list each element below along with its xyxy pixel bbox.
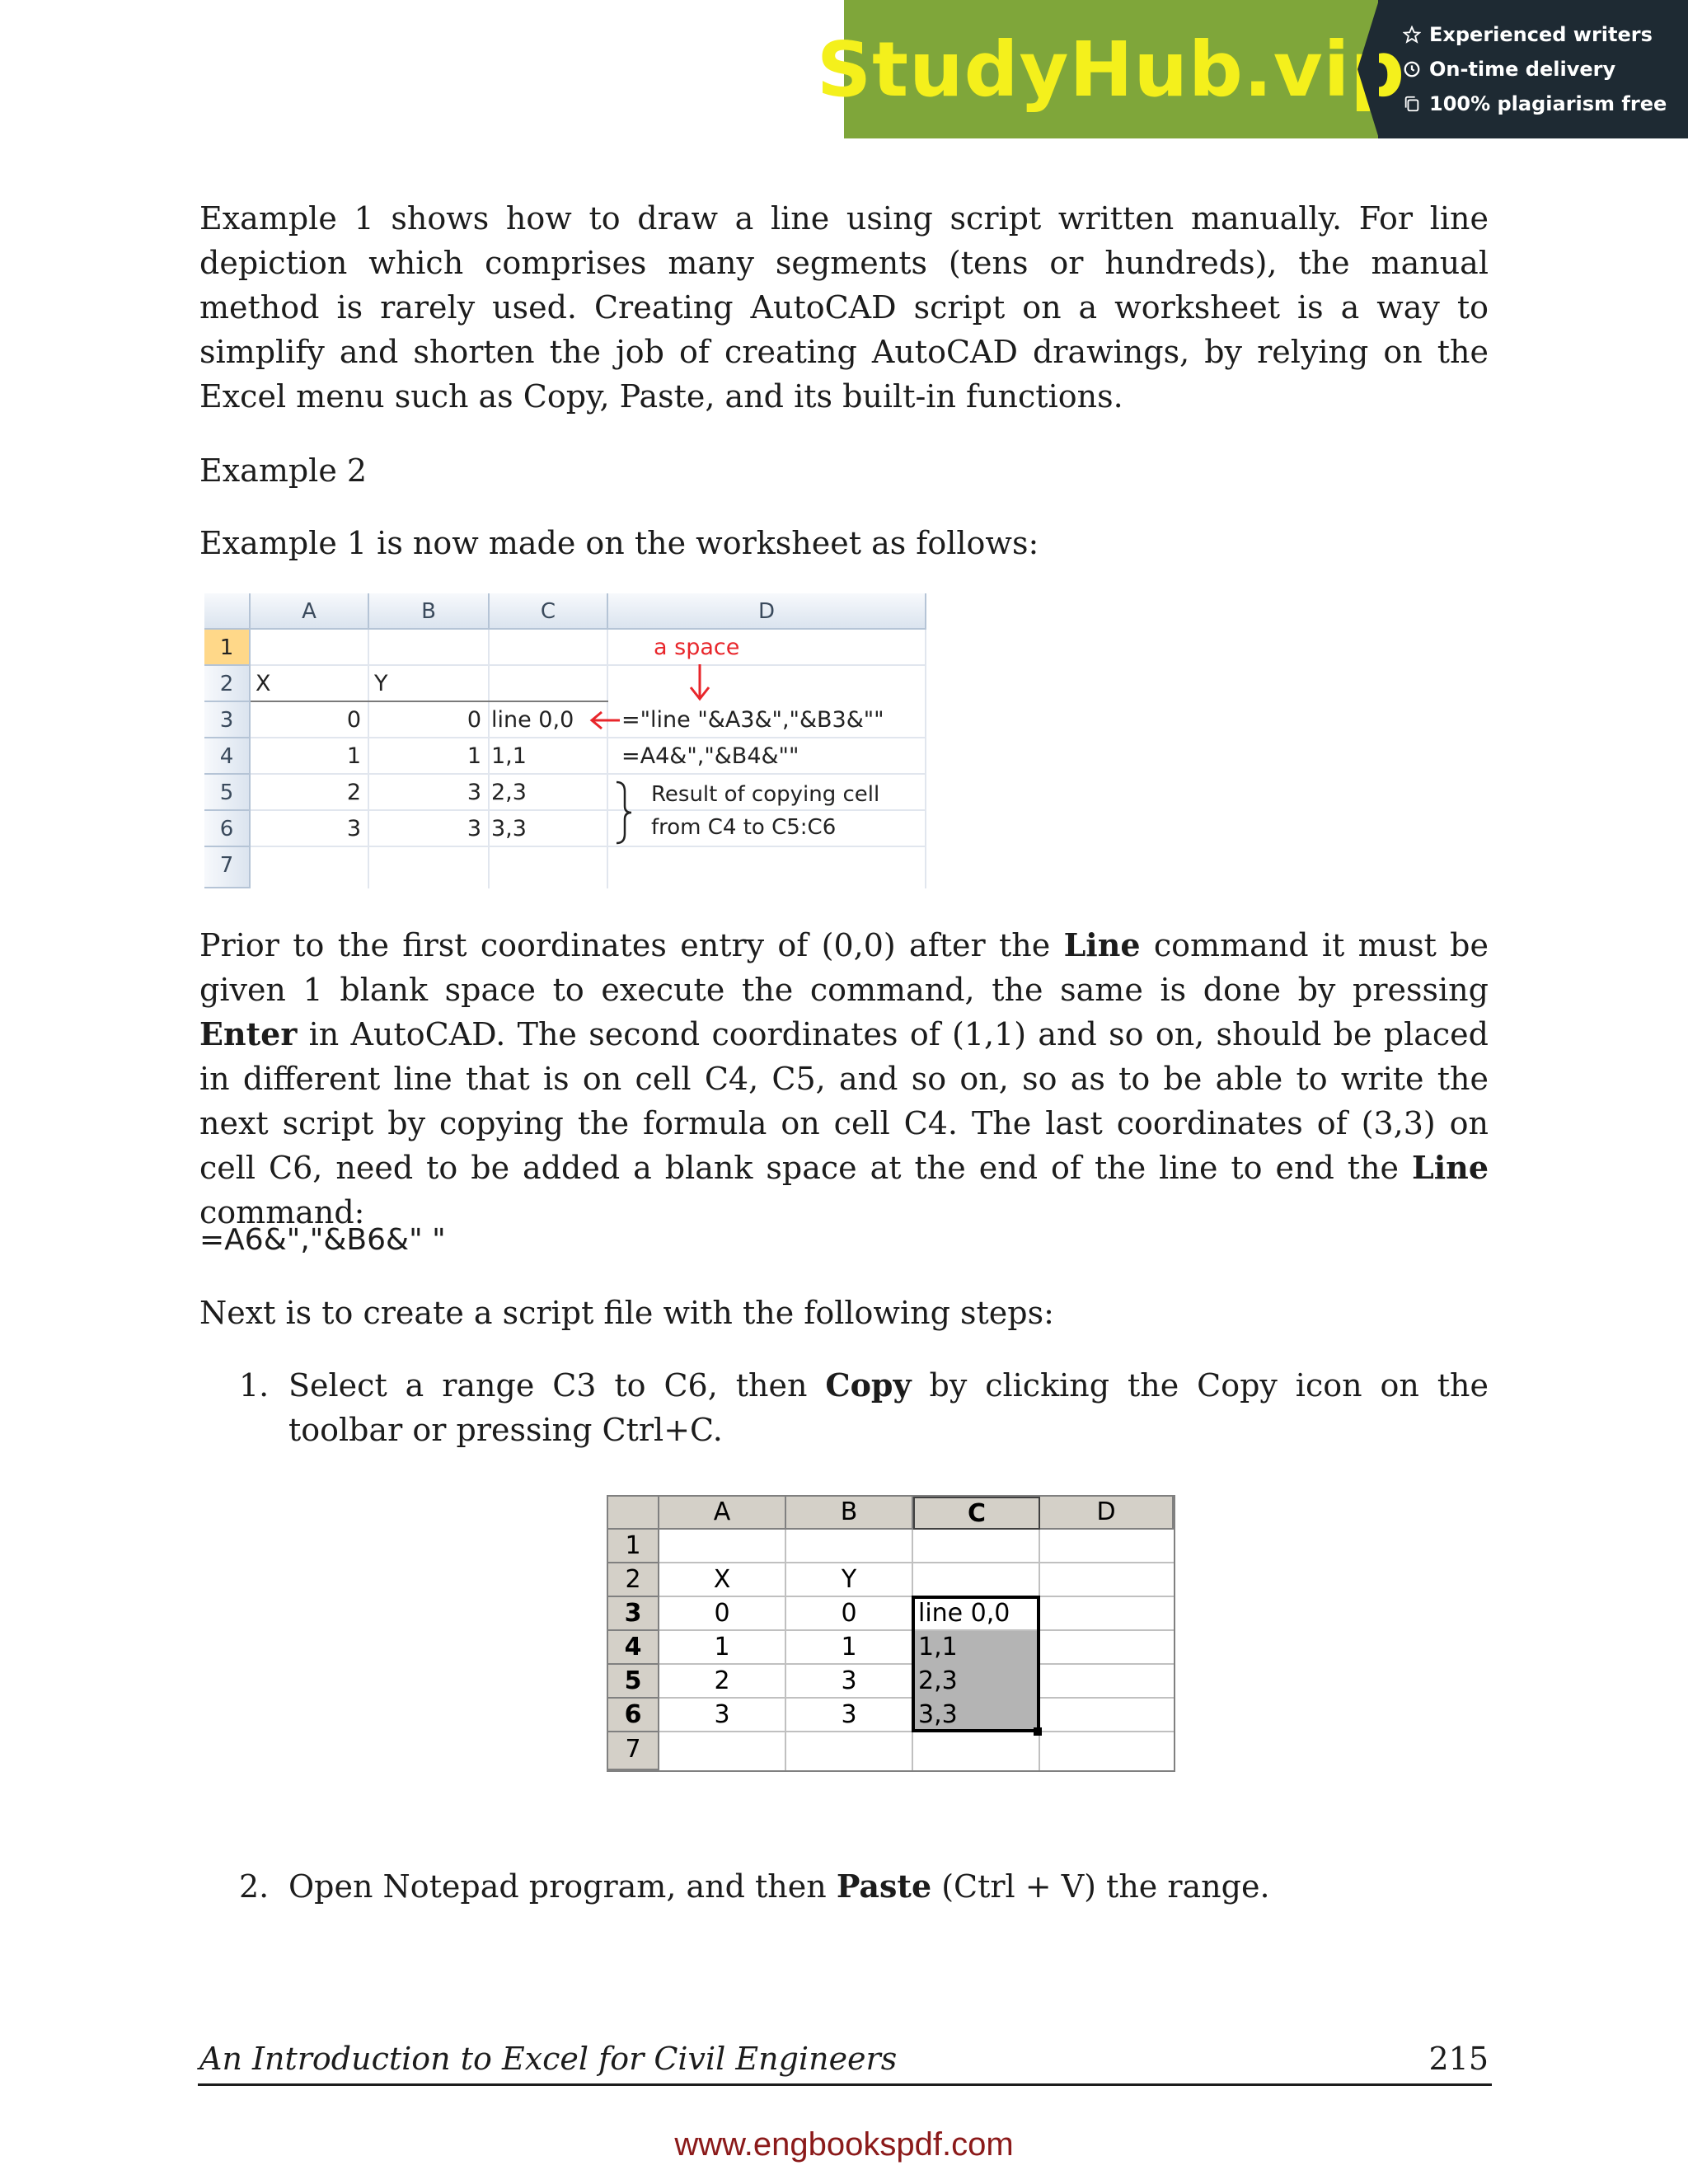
brace-icon: [613, 780, 638, 846]
cell-a4: 1: [346, 743, 361, 769]
cell-c5: 2,3: [918, 1666, 958, 1695]
banner-feature-label: Experienced writers: [1429, 23, 1653, 46]
cell-c5: 2,3: [491, 780, 527, 805]
column-header-a: A: [659, 1497, 786, 1530]
banner-logo: [816, 0, 1406, 138]
cell-a6: 3: [346, 816, 361, 841]
row-header-2: 2: [204, 666, 251, 702]
banner-divider: [1357, 0, 1379, 138]
cell-c4: 1,1: [491, 743, 527, 769]
row-header-6: 6: [608, 1699, 659, 1732]
banner-feature-label: 100% plagiarism free: [1429, 92, 1667, 115]
step-number: 2.: [239, 1868, 270, 1905]
keyword-paste: Paste: [836, 1868, 932, 1905]
cell-c4: 1,1: [918, 1633, 958, 1661]
step-text: [288, 1864, 1489, 1909]
select-all-corner: [204, 593, 251, 630]
fill-handle[interactable]: [1034, 1727, 1042, 1736]
cell-c3: line 0,0: [491, 707, 574, 733]
clock-icon: [1403, 60, 1421, 78]
banner-feature-label: On-time delivery: [1429, 58, 1616, 81]
text-run: Prior to the first coordinates entry of (0,0) after the: [199, 927, 1064, 963]
keyword-line: Line: [1063, 926, 1141, 963]
gridline: [251, 664, 926, 666]
step-number: 1.: [239, 1367, 270, 1404]
worksheet-screenshot-2: [607, 1495, 1175, 1772]
text-run: by clicking the Copy icon on the toolbar or pressing Ctrl+C.: [288, 1367, 1489, 1448]
steps-lead: Next is to create a script file with the following steps:: [199, 1295, 1054, 1331]
copy-check-icon: [1403, 95, 1421, 113]
step-1: [239, 1363, 1489, 1452]
text-run: in AutoCAD. The second coordinates of (1,1) and so on, should be placed in different line that is on cell C4, C5, and so on, so as to be able to write the next script by copying the formula on cell C4. The last coordinates of (3,3) on cell C6, need to be added a blank space at the end of the line to end the: [199, 1016, 1489, 1186]
down-arrow-icon: [687, 663, 712, 704]
cell-b3: 0: [467, 707, 481, 733]
cell-a6: 3: [714, 1700, 730, 1729]
explanation-paragraph: [199, 923, 1489, 1235]
row-header-7: 7: [608, 1732, 659, 1770]
row-header-3: 3: [608, 1597, 659, 1631]
example-heading: Example 2: [199, 452, 368, 489]
step-text: [288, 1363, 1489, 1452]
cell-b5: 3: [467, 780, 481, 805]
column-header-b: B: [786, 1497, 913, 1530]
row-header-4: 4: [204, 738, 251, 775]
row-header-1: 1: [204, 630, 251, 666]
banner-features: [1378, 0, 1688, 138]
keyword-enter: Enter: [199, 1015, 298, 1052]
cell-d4-formula: =A4&","&B4&"": [621, 743, 799, 769]
row-header-5: 5: [608, 1665, 659, 1699]
row-header-7: 7: [204, 847, 251, 888]
step-2: [239, 1864, 1489, 1909]
cell-a5: 2: [714, 1666, 730, 1695]
cell-b5: 3: [841, 1666, 857, 1695]
text-run: Select a range C3 to C6, then: [288, 1367, 826, 1404]
gridline: [488, 630, 490, 888]
cell-a3: 0: [714, 1599, 730, 1628]
column-header-b: B: [369, 593, 490, 630]
cell-a2: X: [713, 1565, 731, 1594]
note-line-1: Result of copying cell: [651, 782, 880, 807]
banner-feature-writers: [1403, 23, 1688, 46]
column-header-a: A: [251, 593, 369, 630]
text-run: command:: [199, 1194, 365, 1230]
banner-feature-plagiarism: [1403, 92, 1688, 115]
row-header-4: 4: [608, 1631, 659, 1665]
banner-feature-delivery: [1403, 58, 1688, 81]
row-header-3: 3: [204, 702, 251, 738]
footer-rule: [198, 2083, 1492, 2086]
text-run: command it must be given 1 blank space to execute the command, the same is done by pressing: [199, 927, 1489, 1008]
example-lead: Example 1 is now made on the worksheet as follows:: [199, 525, 1039, 561]
gridline: [607, 630, 608, 888]
cell-a3: 0: [346, 707, 361, 733]
studyhub-banner[interactable]: [816, 0, 1688, 138]
left-arrow-icon: [588, 709, 621, 732]
text-run: (Ctrl + V) the range.: [931, 1868, 1270, 1905]
cell-b3: 0: [841, 1599, 857, 1628]
gridline: [368, 630, 369, 888]
intro-paragraph: Example 1 shows how to draw a line using script written manually. For line depiction which comprises many segments (tens or hundreds), the manual method is rarely used. Creating AutoCAD script on a worksheet is a way to simplify and shorten the job of creating AutoCAD drawings, by relying on the Excel menu such as Copy, Paste, and its built-in functions.: [199, 200, 1489, 415]
cell-c3: line 0,0: [918, 1599, 1010, 1628]
row-header-5: 5: [204, 775, 251, 811]
banner-logo-text: StudyHub.vip: [816, 25, 1406, 114]
cell-b4: 1: [467, 743, 481, 769]
select-all-corner: [608, 1497, 659, 1530]
worksheet-screenshot-1: [204, 593, 926, 888]
cell-c6: 3,3: [918, 1700, 958, 1729]
row-header-2: 2: [608, 1563, 659, 1597]
column-header-c: C: [490, 593, 608, 630]
cell-b6: 3: [841, 1700, 857, 1729]
cell-b6: 3: [467, 816, 481, 841]
column-header-c: C: [913, 1497, 1040, 1530]
row-header-1: 1: [608, 1530, 659, 1563]
column-header-d: D: [1040, 1497, 1174, 1530]
keyword-copy: Copy: [825, 1366, 912, 1404]
cell-d3-formula: ="line "&A3&","&B3&"": [621, 707, 884, 733]
cell-b2: Y: [841, 1565, 857, 1594]
note-line-2: from C4 to C5:C6: [651, 815, 837, 840]
text-run: Open Notepad program, and then: [288, 1868, 837, 1905]
cell-c6: 3,3: [491, 816, 527, 841]
cell-a5: 2: [346, 780, 361, 805]
footer-url-link[interactable]: www.engbookspdf.com: [674, 2126, 1014, 2163]
cell-b4: 1: [841, 1633, 857, 1661]
row-header-6: 6: [204, 811, 251, 847]
keyword-line: Line: [1412, 1149, 1489, 1186]
running-footer-title: An Introduction to Excel for Civil Engineers: [199, 2041, 898, 2077]
cell-b2: Y: [374, 671, 388, 696]
star-icon: [1403, 26, 1421, 44]
gridline: [925, 630, 926, 888]
page-number: 215: [1428, 2041, 1489, 2077]
cell-a4: 1: [714, 1633, 730, 1661]
annotation-space: a space: [654, 635, 740, 660]
column-header-d: D: [608, 593, 926, 630]
cell-a2: X: [256, 671, 271, 696]
formula-example: =A6&","&B6&" ": [199, 1223, 446, 1257]
